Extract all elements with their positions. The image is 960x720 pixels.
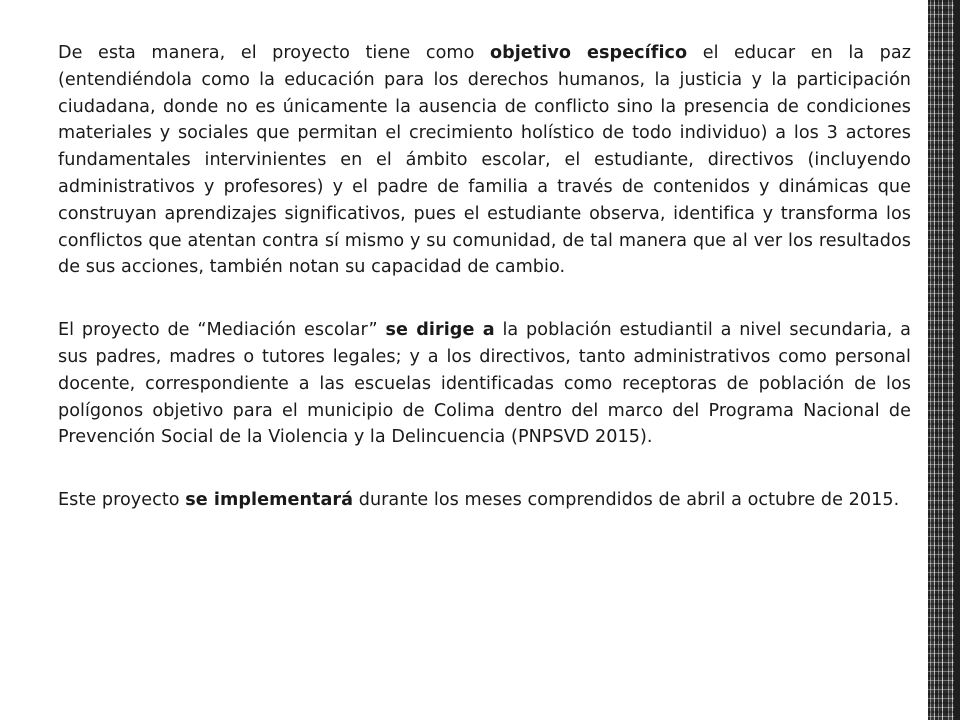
paragraph-objective-text-1: De esta manera, el proyecto tiene como xyxy=(58,43,490,63)
paragraph-target-text-1: El proyecto de “Mediación escolar” xyxy=(58,320,386,341)
decorative-right-border xyxy=(920,0,960,720)
paragraph-timeline xyxy=(58,487,911,514)
paragraph-timeline-bold: se implementará xyxy=(185,490,354,511)
paragraph-timeline-text-2: durante los meses comprendidos de abril a octubre de 2015. xyxy=(353,490,900,511)
paragraph-objective xyxy=(58,40,911,281)
paragraph-target-text-2: la población estudiantil a nivel secundaria, a sus padres, madres o tutores legales; y a los directivos, tanto administrativos como personal docente, correspondiente a las escuelas identificadas como receptoras de población de los polígonos objetivo para el municipio de Colima dentro del marco del Programa Nacional de Prevención Social de la Violencia y la Delincuencia (PNPSVD 2015). xyxy=(58,320,911,448)
paragraph-objective-bold: objetivo específico xyxy=(489,43,688,63)
border-white-strip xyxy=(920,0,928,720)
border-dark-strip xyxy=(954,0,960,720)
paragraph-objective-text-2: el educar en la paz (entendiéndola como la educación para los derechos humanos, la justicia y la participación ciudadana, donde no es únicamente la ausencia de conflicto sino la presencia de condiciones materiales y sociales que permitan el crecimiento holístico de todo individuo) a los 3 actores fundamentales intervinientes en el ámbito escolar, el estudiante, directivos (incluyendo administrativos y profesores) y el padre de familia a través de contenidos y dinámicas que construyan aprendizajes significativos, pues el estudiante observa, identifica y transforma los conflictos que atentan contra sí mismo y su comunidad, de tal manera que al ver los resultados de sus acciones, también notan su capacidad de cambio. xyxy=(58,43,911,278)
slide-body xyxy=(58,40,911,550)
paragraph-target-population xyxy=(58,317,911,451)
paragraph-timeline-text-1: Este proyecto xyxy=(58,490,186,511)
paragraph-target-bold: se dirige a xyxy=(385,320,495,341)
